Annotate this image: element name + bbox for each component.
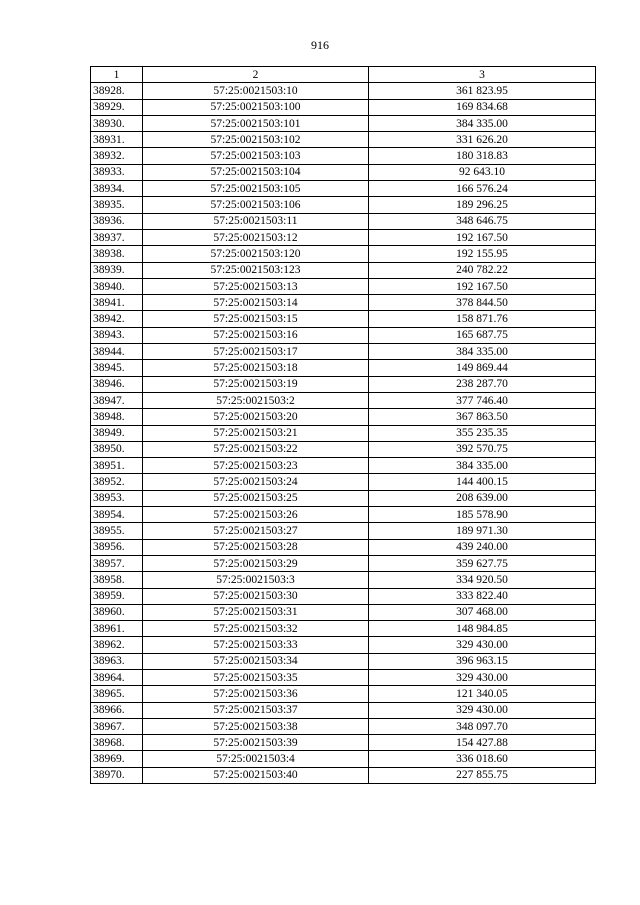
column-header-2: 2 [143, 67, 369, 83]
row-number-cell: 38934. [91, 181, 143, 197]
cadastral-number-cell: 57:25:0021503:10 [143, 83, 369, 99]
table-row [91, 490, 596, 506]
row-number-cell: 38968. [91, 735, 143, 751]
table-row [91, 523, 596, 539]
row-number-cell: 38969. [91, 751, 143, 767]
cadastral-number-cell: 57:25:0021503:106 [143, 197, 369, 213]
cadastral-value-cell: 378 844.50 [369, 295, 596, 311]
table-row [91, 148, 596, 164]
cadastral-value-cell: 189 971.30 [369, 523, 596, 539]
cadastral-value-cell: 333 822.40 [369, 588, 596, 604]
row-number-cell: 38960. [91, 604, 143, 620]
cadastral-value-cell: 359 627.75 [369, 555, 596, 571]
table-row [91, 702, 596, 718]
cadastral-value-cell: 227 855.75 [369, 767, 596, 783]
cadastral-value-cell: 329 430.00 [369, 669, 596, 685]
table-row [91, 164, 596, 180]
column-header-1: 1 [91, 67, 143, 83]
cadastral-number-cell: 57:25:0021503:19 [143, 376, 369, 392]
cadastral-number-cell: 57:25:0021503:102 [143, 132, 369, 148]
row-number-cell: 38959. [91, 588, 143, 604]
row-number-cell: 38941. [91, 295, 143, 311]
row-number-cell: 38956. [91, 539, 143, 555]
table-row [91, 458, 596, 474]
row-number-cell: 38945. [91, 360, 143, 376]
row-number-cell: 38933. [91, 164, 143, 180]
cadastral-value-cell: 240 782.22 [369, 262, 596, 278]
table-row [91, 735, 596, 751]
cadastral-value-cell: 384 335.00 [369, 344, 596, 360]
cadastral-number-cell: 57:25:0021503:120 [143, 246, 369, 262]
row-number-cell: 38952. [91, 474, 143, 490]
row-number-cell: 38932. [91, 148, 143, 164]
cadastral-number-cell: 57:25:0021503:104 [143, 164, 369, 180]
row-number-cell: 38942. [91, 311, 143, 327]
cadastral-value-cell: 348 646.75 [369, 213, 596, 229]
cadastral-value-cell: 439 240.00 [369, 539, 596, 555]
row-number-cell: 38948. [91, 409, 143, 425]
cadastral-number-cell: 57:25:0021503:40 [143, 767, 369, 783]
cadastral-number-cell: 57:25:0021503:34 [143, 653, 369, 669]
cadastral-number-cell: 57:25:0021503:24 [143, 474, 369, 490]
cadastral-value-cell: 336 018.60 [369, 751, 596, 767]
cadastral-value-cell: 192 167.50 [369, 278, 596, 294]
cadastral-value-cell: 144 400.15 [369, 474, 596, 490]
table-row [91, 637, 596, 653]
cadastral-number-cell: 57:25:0021503:103 [143, 148, 369, 164]
row-number-cell: 38963. [91, 653, 143, 669]
table-row [91, 83, 596, 99]
table-row [91, 360, 596, 376]
cadastral-number-cell: 57:25:0021503:29 [143, 555, 369, 571]
cadastral-value-cell: 384 335.00 [369, 458, 596, 474]
table-row [91, 327, 596, 343]
cadastral-value-cell: 165 687.75 [369, 327, 596, 343]
table-row [91, 392, 596, 408]
row-number-cell: 38961. [91, 621, 143, 637]
row-number-cell: 38966. [91, 702, 143, 718]
cadastral-value-cell: 192 155.95 [369, 246, 596, 262]
cadastral-number-cell: 57:25:0021503:33 [143, 637, 369, 653]
row-number-cell: 38944. [91, 344, 143, 360]
table-row [91, 588, 596, 604]
cadastral-value-cell: 192 167.50 [369, 229, 596, 245]
cadastral-number-cell: 57:25:0021503:26 [143, 507, 369, 523]
cadastral-number-cell: 57:25:0021503:12 [143, 229, 369, 245]
table-row [91, 376, 596, 392]
table-row [91, 539, 596, 555]
cadastral-value-cell: 329 430.00 [369, 637, 596, 653]
cadastral-value-table [90, 66, 596, 784]
cadastral-value-cell: 384 335.00 [369, 115, 596, 131]
cadastral-value-cell: 377 746.40 [369, 392, 596, 408]
table-row [91, 409, 596, 425]
cadastral-value-cell: 92 643.10 [369, 164, 596, 180]
row-number-cell: 38954. [91, 507, 143, 523]
cadastral-number-cell: 57:25:0021503:39 [143, 735, 369, 751]
row-number-cell: 38967. [91, 718, 143, 734]
cadastral-value-cell: 148 984.85 [369, 621, 596, 637]
row-number-cell: 38958. [91, 572, 143, 588]
cadastral-value-cell: 392 570.75 [369, 441, 596, 457]
table-row [91, 213, 596, 229]
table-row [91, 229, 596, 245]
row-number-cell: 38943. [91, 327, 143, 343]
table-row [91, 132, 596, 148]
cadastral-number-cell: 57:25:0021503:2 [143, 392, 369, 408]
row-number-cell: 38936. [91, 213, 143, 229]
table-row [91, 425, 596, 441]
cadastral-number-cell: 57:25:0021503:105 [143, 181, 369, 197]
table-row [91, 604, 596, 620]
cadastral-value-cell: 158 871.76 [369, 311, 596, 327]
table-row [91, 278, 596, 294]
table-row [91, 295, 596, 311]
table-row [91, 751, 596, 767]
column-header-3: 3 [369, 67, 596, 83]
cadastral-value-cell: 166 576.24 [369, 181, 596, 197]
cadastral-value-cell: 367 863.50 [369, 409, 596, 425]
cadastral-number-cell: 57:25:0021503:30 [143, 588, 369, 604]
table-row [91, 621, 596, 637]
cadastral-number-cell: 57:25:0021503:13 [143, 278, 369, 294]
table-row [91, 246, 596, 262]
row-number-cell: 38965. [91, 686, 143, 702]
cadastral-value-cell: 169 834.68 [369, 99, 596, 115]
table-row [91, 572, 596, 588]
row-number-cell: 38940. [91, 278, 143, 294]
cadastral-number-cell: 57:25:0021503:23 [143, 458, 369, 474]
table-row [91, 197, 596, 213]
cadastral-value-cell: 149 869.44 [369, 360, 596, 376]
table-row [91, 767, 596, 783]
cadastral-number-cell: 57:25:0021503:31 [143, 604, 369, 620]
row-number-cell: 38931. [91, 132, 143, 148]
row-number-cell: 38970. [91, 767, 143, 783]
table-row [91, 262, 596, 278]
cadastral-number-cell: 57:25:0021503:37 [143, 702, 369, 718]
row-number-cell: 38946. [91, 376, 143, 392]
cadastral-number-cell: 57:25:0021503:15 [143, 311, 369, 327]
cadastral-number-cell: 57:25:0021503:22 [143, 441, 369, 457]
row-number-cell: 38930. [91, 115, 143, 131]
table-row [91, 441, 596, 457]
cadastral-number-cell: 57:25:0021503:18 [143, 360, 369, 376]
cadastral-value-cell: 329 430.00 [369, 702, 596, 718]
table-row [91, 99, 596, 115]
cadastral-number-cell: 57:25:0021503:27 [143, 523, 369, 539]
table-row [91, 555, 596, 571]
row-number-cell: 38949. [91, 425, 143, 441]
cadastral-number-cell: 57:25:0021503:25 [143, 490, 369, 506]
cadastral-number-cell: 57:25:0021503:20 [143, 409, 369, 425]
row-number-cell: 38964. [91, 669, 143, 685]
table-row [91, 311, 596, 327]
row-number-cell: 38939. [91, 262, 143, 278]
cadastral-value-cell: 238 287.70 [369, 376, 596, 392]
cadastral-value-cell: 331 626.20 [369, 132, 596, 148]
cadastral-number-cell: 57:25:0021503:32 [143, 621, 369, 637]
cadastral-number-cell: 57:25:0021503:11 [143, 213, 369, 229]
cadastral-value-cell: 154 427.88 [369, 735, 596, 751]
cadastral-value-cell: 189 296.25 [369, 197, 596, 213]
cadastral-value-cell: 121 340.05 [369, 686, 596, 702]
row-number-cell: 38951. [91, 458, 143, 474]
cadastral-value-cell: 185 578.90 [369, 507, 596, 523]
row-number-cell: 38947. [91, 392, 143, 408]
cadastral-number-cell: 57:25:0021503:35 [143, 669, 369, 685]
table-row [91, 181, 596, 197]
cadastral-value-cell: 396 963.15 [369, 653, 596, 669]
table-row [91, 653, 596, 669]
cadastral-value-cell: 208 639.00 [369, 490, 596, 506]
table-row [91, 507, 596, 523]
table-row [91, 686, 596, 702]
table-row [91, 474, 596, 490]
row-number-cell: 38937. [91, 229, 143, 245]
row-number-cell: 38929. [91, 99, 143, 115]
cadastral-number-cell: 57:25:0021503:21 [143, 425, 369, 441]
table-row [91, 115, 596, 131]
row-number-cell: 38962. [91, 637, 143, 653]
table-body [91, 83, 596, 784]
cadastral-value-cell: 361 823.95 [369, 83, 596, 99]
row-number-cell: 38953. [91, 490, 143, 506]
row-number-cell: 38938. [91, 246, 143, 262]
row-number-cell: 38950. [91, 441, 143, 457]
cadastral-number-cell: 57:25:0021503:36 [143, 686, 369, 702]
cadastral-number-cell: 57:25:0021503:100 [143, 99, 369, 115]
cadastral-number-cell: 57:25:0021503:4 [143, 751, 369, 767]
table-row [91, 344, 596, 360]
cadastral-number-cell: 57:25:0021503:17 [143, 344, 369, 360]
cadastral-value-cell: 180 318.83 [369, 148, 596, 164]
cadastral-value-cell: 307 468.00 [369, 604, 596, 620]
table-row [91, 718, 596, 734]
cadastral-value-cell: 348 097.70 [369, 718, 596, 734]
cadastral-number-cell: 57:25:0021503:16 [143, 327, 369, 343]
cadastral-number-cell: 57:25:0021503:101 [143, 115, 369, 131]
cadastral-number-cell: 57:25:0021503:28 [143, 539, 369, 555]
cadastral-value-cell: 355 235.35 [369, 425, 596, 441]
cadastral-number-cell: 57:25:0021503:14 [143, 295, 369, 311]
table-row [91, 669, 596, 685]
row-number-cell: 38935. [91, 197, 143, 213]
row-number-cell: 38955. [91, 523, 143, 539]
cadastral-number-cell: 57:25:0021503:38 [143, 718, 369, 734]
cadastral-number-cell: 57:25:0021503:3 [143, 572, 369, 588]
cadastral-value-cell: 334 920.50 [369, 572, 596, 588]
table-header-row [91, 67, 596, 83]
row-number-cell: 38928. [91, 83, 143, 99]
row-number-cell: 38957. [91, 555, 143, 571]
cadastral-number-cell: 57:25:0021503:123 [143, 262, 369, 278]
page-number: 916 [311, 38, 329, 52]
